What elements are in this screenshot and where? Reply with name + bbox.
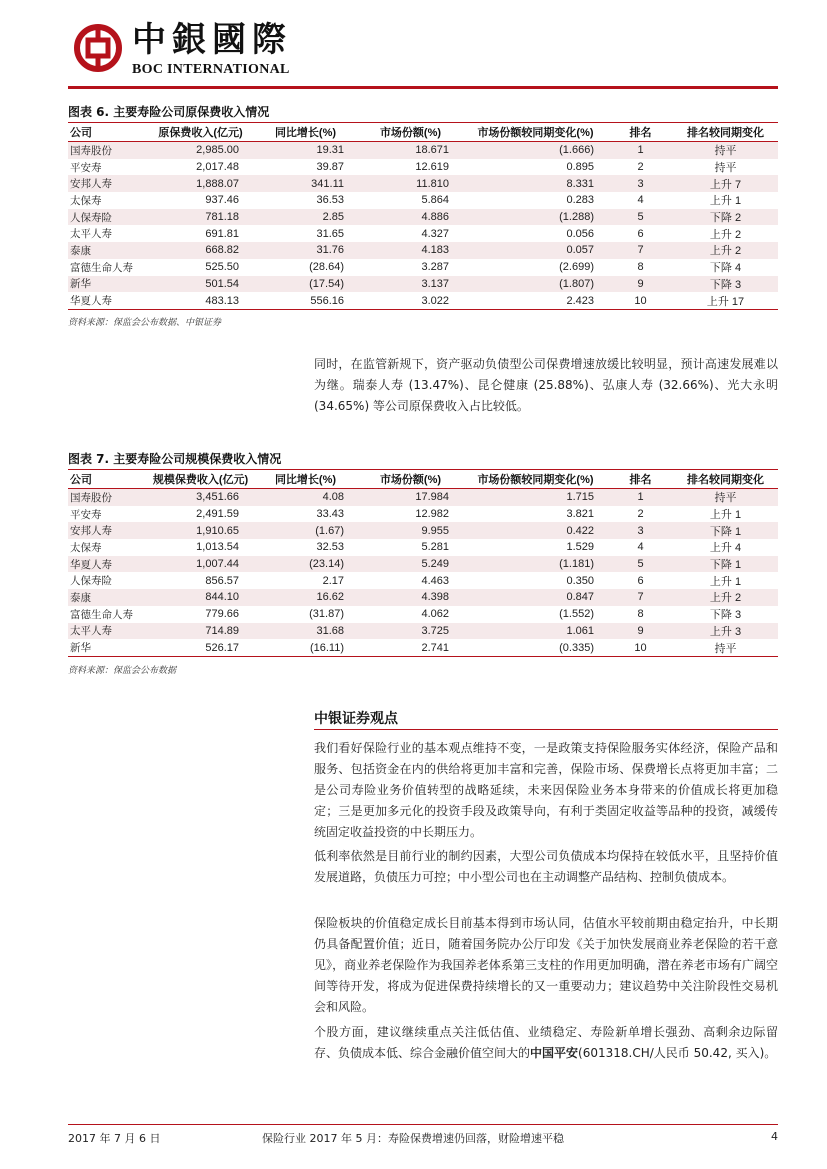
table7-source: 资料来源：保监会公布数据 — [68, 666, 177, 676]
table-cell: 持平 — [673, 142, 778, 159]
table-cell: 华夏人寿 — [68, 556, 148, 573]
table-cell: 安邦人寿 — [68, 175, 148, 192]
table-row — [68, 159, 778, 176]
table-cell: 下降 3 — [673, 276, 778, 293]
body-paragraph: 同时，在监管新规下，资产驱动负债型公司保费增速放缓比较明显，预计高速发展难以为继。瑞泰人寿 (13.47%)、昆仑健康 (25.88%)、弘康人寿 (32.66%)、光大永明 (34.65%) 等公司原保费收入占比较低。 — [314, 357, 778, 413]
header-rule — [68, 86, 778, 89]
table-cell: 上升 2 — [709, 228, 742, 241]
table-cell: 国寿股份 — [68, 142, 148, 159]
table-cell: 1 — [608, 142, 673, 159]
table-cell: 668.82 — [148, 242, 253, 259]
table-cell: 下降 1 — [673, 556, 778, 573]
table-row — [68, 259, 778, 276]
table-cell: 31.68 — [253, 623, 358, 640]
table-row — [68, 506, 778, 523]
table-cell: 856.57 — [205, 574, 239, 587]
table-cell: (0.335) — [463, 639, 608, 656]
table-cell: 1.061 — [463, 623, 608, 640]
table-cell: 太保寿 — [70, 194, 102, 207]
table-cell: 2,017.48 — [196, 161, 239, 174]
table-cell: 844.10 — [148, 589, 253, 606]
table-row — [68, 209, 778, 226]
table-cell: 新华 — [68, 639, 148, 656]
table-cell: 上升 2 — [673, 242, 778, 259]
table-cell: 平安寿 — [70, 161, 102, 174]
table-cell: 4.08 — [253, 489, 358, 506]
table-cell: 持平 — [673, 639, 778, 656]
table-cell: 7 — [608, 242, 673, 259]
table-cell: 6 — [637, 227, 644, 240]
table-cell: 3.022 — [358, 292, 463, 309]
page-number: 4 — [771, 1130, 778, 1143]
table-row — [68, 175, 778, 192]
table-cell: 11.810 — [358, 175, 463, 192]
table-cell: 33.43 — [316, 508, 344, 521]
table6-header-row — [68, 123, 778, 142]
table-cell: 18.671 — [358, 142, 463, 159]
table-row — [68, 623, 778, 640]
table-cell: 341.11 — [253, 175, 358, 192]
table-cell: 2.423 — [463, 292, 608, 309]
table-cell: 安邦人寿 — [68, 522, 148, 539]
table-cell: 5.249 — [358, 556, 463, 573]
table-cell: 0.056 — [566, 227, 594, 240]
table7-col-header: 市场份额较同期变化(%) — [463, 470, 608, 489]
table-cell: 0.895 — [566, 161, 594, 174]
table-cell: 1.529 — [566, 541, 594, 554]
table-cell: 2.741 — [358, 639, 463, 656]
table-row — [68, 522, 778, 539]
table-cell: 9 — [608, 276, 673, 293]
table-cell: 5.864 — [421, 194, 449, 207]
table-row — [68, 489, 778, 506]
table7-col-header: 同比增长(%) — [253, 470, 358, 489]
table-row — [68, 192, 778, 209]
table-cell: 0.057 — [463, 242, 608, 259]
table-cell: 上升 3 — [673, 623, 778, 640]
table7 — [68, 469, 778, 657]
table-cell: 1,910.65 — [148, 522, 253, 539]
table-cell: 3.137 — [358, 276, 463, 293]
table-cell: 下降 4 — [709, 262, 742, 275]
table-cell: (31.87) — [309, 608, 344, 621]
table-cell: (28.64) — [309, 261, 344, 274]
table-cell: 上升 17 — [673, 292, 778, 309]
table-cell: 人保寿险 — [68, 209, 148, 226]
table-cell: 31.65 — [316, 227, 344, 240]
table-cell: 12.982 — [415, 508, 449, 521]
table-cell: 39.87 — [316, 161, 344, 174]
table6-col-header: 排名 — [608, 123, 673, 142]
viewpoint-paragraph-1: 我们看好保险行业的基本观点维持不变，一是政策支持保险服务实体经济，保险产品和服务、包括资金在内的供给将更加丰富和完善，保险市场、保费增长点将更加丰富；二是公司寿险业务价值转型的战略延续，未来因保险业务本身带来的价值成长将更加稳定；三是更加多元化的投资手段及政策导向，有利于类固定收益等品种的投资，减缓传统固定收益投资的中长期压力。 — [314, 741, 778, 839]
table-cell: 2,491.59 — [196, 508, 239, 521]
table-cell: 483.13 — [148, 292, 253, 309]
table-cell: 781.18 — [148, 209, 253, 226]
viewpoint-heading: 中银证券观点 — [314, 711, 398, 727]
table-cell: 1,007.44 — [148, 556, 253, 573]
table-cell: 4.183 — [358, 242, 463, 259]
table-cell: (1.288) — [463, 209, 608, 226]
table-cell: 持平 — [714, 162, 737, 175]
table-cell: 4.327 — [421, 227, 449, 240]
table-cell: 8.331 — [463, 175, 608, 192]
table-cell: 富德生命人寿 — [70, 261, 133, 274]
table-cell: 4.398 — [358, 589, 463, 606]
footer-date: 2017 年 7 月 6 日 — [68, 1132, 161, 1145]
table-row — [68, 572, 778, 589]
table-cell: 3 — [608, 175, 673, 192]
table6-col-header: 市场份额(%) — [358, 123, 463, 142]
table6 — [68, 122, 778, 310]
table-cell: (2.699) — [559, 261, 594, 274]
footer-title: 保险行业 2017 年 5 月：寿险保费增速仍回落，财险增速平稳 — [262, 1132, 564, 1145]
table-cell: 华夏人寿 — [68, 292, 148, 309]
table-cell: 国寿股份 — [68, 489, 148, 506]
table-cell: 上升 4 — [709, 542, 742, 555]
table-cell: 3 — [608, 522, 673, 539]
table-cell: 9.955 — [358, 522, 463, 539]
table-cell: 4.886 — [358, 209, 463, 226]
viewpoint-paragraph-4 — [314, 1022, 778, 1064]
table-cell: 4 — [637, 541, 644, 554]
table-cell: (1.67) — [253, 522, 358, 539]
table-row — [68, 225, 778, 242]
boc-logo — [74, 20, 314, 80]
table6-col-header: 排名较同期变化 — [673, 123, 778, 142]
table-cell: 779.66 — [205, 608, 239, 621]
table-cell: 下降 1 — [673, 522, 778, 539]
table-cell: 上升 1 — [709, 509, 742, 522]
table-cell: 0.350 — [566, 574, 594, 587]
table-cell: 10 — [608, 639, 673, 656]
table-cell: 3.725 — [358, 623, 463, 640]
table-cell: 持平 — [673, 489, 778, 506]
table-row — [68, 142, 778, 159]
table6-col-header: 市场份额较同期变化(%) — [463, 123, 608, 142]
table-cell: (23.14) — [253, 556, 358, 573]
table-cell: 5 — [608, 209, 673, 226]
table-cell: 501.54 — [148, 276, 253, 293]
table-cell: 上升 2 — [673, 589, 778, 606]
p4-stock-name: 中国平安 — [530, 1046, 579, 1060]
table-cell: 平安寿 — [70, 508, 102, 521]
footer-rule — [68, 1124, 778, 1125]
table-cell: (16.11) — [253, 639, 358, 656]
table-cell: 2.85 — [253, 209, 358, 226]
table-cell: 937.46 — [205, 194, 239, 207]
table-cell: 人保寿险 — [70, 575, 112, 588]
table-cell: 6 — [637, 574, 644, 587]
table7-col-header: 市场份额(%) — [358, 470, 463, 489]
table-cell: 上升 1 — [709, 575, 742, 588]
table-cell: 7 — [608, 589, 673, 606]
table7-header-row — [68, 470, 778, 489]
table-cell: 0.847 — [463, 589, 608, 606]
table-cell: 上升 7 — [673, 175, 778, 192]
table-cell: 上升 1 — [709, 195, 742, 208]
logo-chinese-text: 中銀國際 — [132, 20, 292, 60]
table-cell: 富德生命人寿 — [70, 608, 133, 621]
table-cell: 1 — [608, 489, 673, 506]
table-cell: 1,013.54 — [196, 541, 239, 554]
viewpoint-paragraph-2: 低利率依然是目前行业的制约因素，大型公司负债成本均保持在较低水平，且坚持价值发展道路，负债压力可控；中小型公司也在主动调整产品结构、控制负债成本。 — [314, 849, 778, 884]
table-cell: 36.53 — [316, 194, 344, 207]
table-cell: 1.715 — [463, 489, 608, 506]
table-cell: 下降 2 — [673, 209, 778, 226]
table6-source: 资料来源：保监会公布数据、中银证券 — [68, 318, 222, 328]
table-cell: 4 — [637, 194, 644, 207]
table-cell: 2 — [637, 508, 644, 521]
table-row — [68, 539, 778, 556]
table6-title: 图表 6. 主要寿险公司原保费收入情况 — [68, 105, 270, 119]
table-cell: 8 — [637, 608, 644, 621]
table-cell: 12.619 — [415, 161, 449, 174]
table7-col-header: 公司 — [68, 470, 148, 489]
table-row — [68, 292, 778, 309]
table7-col-header: 排名较同期变化 — [673, 470, 778, 489]
viewpoint-paragraph-3: 保险板块的价值稳定成长目前基本得到市场认同，估值水平较前期由稳定抬升，中长期仍具备配置价值；近日，随着国务院办公厅印发《关于加快发展商业养老保险的若干意见》，商业养老保险作为我国养老体系第三支柱的作用更加明确，潜在养老市场有广阔空间等待开发，将成为促进保费持续增长的又一重要动力；建议趋势中关注阶段性交易机会和风险。 — [314, 916, 778, 1014]
table-cell: 3.821 — [566, 508, 594, 521]
table-cell: 泰康 — [68, 242, 148, 259]
table-cell: 4.463 — [421, 574, 449, 587]
table-cell: 4.062 — [421, 608, 449, 621]
table-cell: (1.666) — [463, 142, 608, 159]
table-cell: 下降 3 — [709, 609, 742, 622]
table-cell: 691.81 — [205, 227, 239, 240]
table-cell: 10 — [608, 292, 673, 309]
table-cell: 2 — [637, 161, 644, 174]
table-cell: 1,888.07 — [148, 175, 253, 192]
viewpoint-rule — [314, 729, 778, 730]
table-cell: 2.17 — [322, 574, 344, 587]
table-row — [68, 606, 778, 623]
table-cell: 3.287 — [421, 261, 449, 274]
table-cell: 5.281 — [421, 541, 449, 554]
table-cell: 3,451.66 — [148, 489, 253, 506]
table-row — [68, 639, 778, 656]
table-cell: 太平人寿 — [70, 228, 112, 241]
table-row — [68, 276, 778, 293]
table-cell: 526.17 — [148, 639, 253, 656]
table-cell: 31.76 — [253, 242, 358, 259]
table7-col-header: 排名 — [608, 470, 673, 489]
table-cell: 太保寿 — [70, 541, 102, 554]
p4-text-post: (601318.CH/人民币 50.42, 买入)。 — [578, 1046, 777, 1060]
table7-title: 图表 7. 主要寿险公司规模保费收入情况 — [68, 452, 282, 466]
table6-col-header: 原保费收入(亿元) — [148, 123, 253, 142]
table-cell: 泰康 — [68, 589, 148, 606]
table-cell: 5 — [608, 556, 673, 573]
table-cell: 16.62 — [253, 589, 358, 606]
table-cell: 2,985.00 — [148, 142, 253, 159]
table-cell: 525.50 — [205, 261, 239, 274]
table-cell: 19.31 — [253, 142, 358, 159]
table-cell: 714.89 — [148, 623, 253, 640]
table-cell: 32.53 — [316, 541, 344, 554]
table-cell: 556.16 — [253, 292, 358, 309]
table-cell: (17.54) — [253, 276, 358, 293]
table-row — [68, 589, 778, 606]
table6-col-header: 公司 — [68, 123, 148, 142]
table-cell: (1.552) — [559, 608, 594, 621]
table7-col-header: 规模保费收入(亿元) — [148, 470, 253, 489]
table-cell: 17.984 — [358, 489, 463, 506]
table-row — [68, 242, 778, 259]
table-row — [68, 556, 778, 573]
boc-emblem-icon — [74, 24, 122, 72]
table-cell: 8 — [637, 261, 644, 274]
table6-col-header: 同比增长(%) — [253, 123, 358, 142]
table-cell: 0.422 — [463, 522, 608, 539]
logo-english-text: BOC INTERNATIONAL — [132, 62, 290, 77]
p4-text-pre: 个股方面，建议继续重点关注低估值、业绩稳定、寿险新单增长强劲、高剩余边际留存、负债成本低、综合金融价值空间大的 — [314, 1025, 778, 1060]
table-cell: (1.181) — [463, 556, 608, 573]
table-cell: 新华 — [68, 276, 148, 293]
table-cell: 太平人寿 — [68, 623, 148, 640]
table-cell: 0.283 — [566, 194, 594, 207]
table-cell: (1.807) — [463, 276, 608, 293]
table-cell: 9 — [608, 623, 673, 640]
